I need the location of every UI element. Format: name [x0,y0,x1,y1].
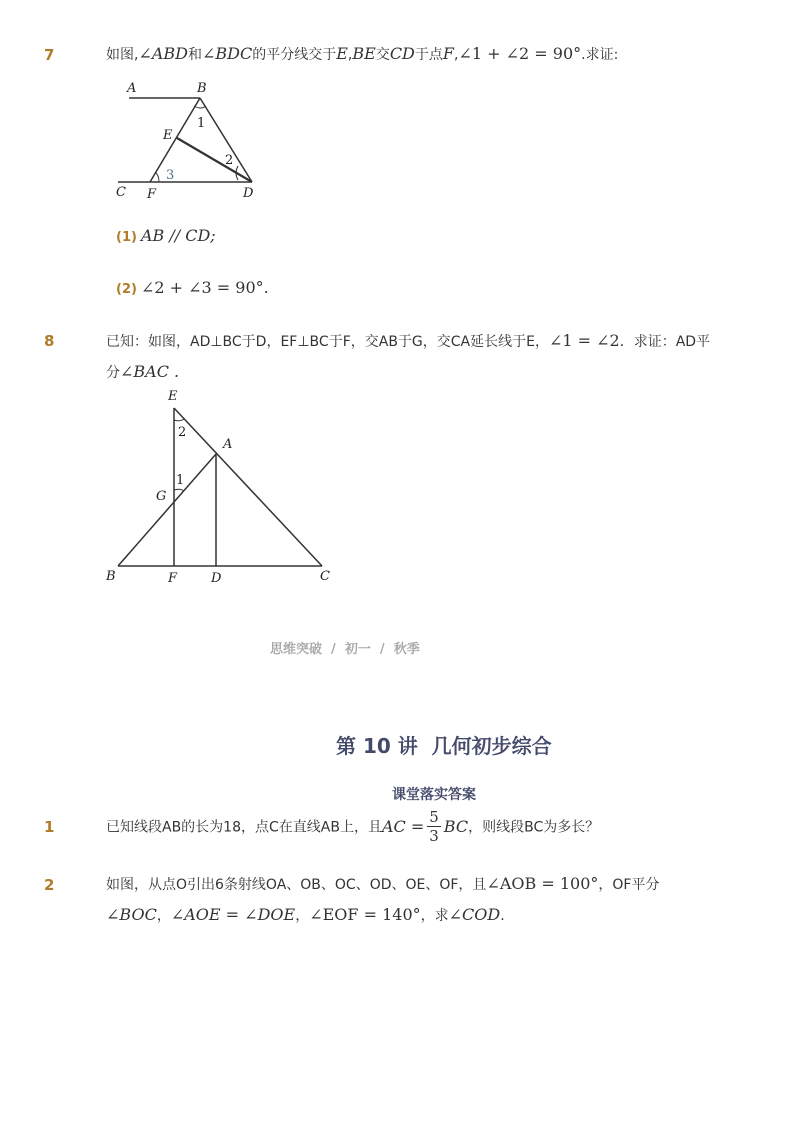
q8-text-3: 分 [106,365,120,381]
a1-text-2: ，则线段BC为多长？ [468,819,600,836]
q7-line-bd [200,98,252,182]
q8-figure [100,384,340,590]
q8-label-angle-1: 1 [176,473,185,488]
a2-statement-line2 [106,905,505,925]
q7-label-f: F [147,187,157,202]
q8-label-c: C [320,569,330,584]
q8-line-ec [174,408,322,566]
a2-condition-4: ∠EOF = 140° [309,905,421,924]
q7-label-a: A [127,81,137,96]
q7-segment-cd: CD [389,44,415,63]
q7-label-b: B [197,81,207,96]
q8-label-e: E [168,389,178,404]
q7-figure [110,76,280,206]
q8-label-f: F [168,571,178,586]
q7-segment-be: BE [352,44,376,63]
q7-angle-bdc: BDC [215,44,253,63]
a2-condition-2: ∠BOC [106,905,157,924]
q7-label-c: C [116,185,126,200]
a1-fraction-numerator: 5 [429,808,439,826]
q8-angle-arc-1 [174,489,184,491]
q7-text-yudian: 于点 [414,47,443,63]
q8-label-a: A [223,437,233,452]
a1-rhs: BC [443,817,469,836]
q7-sub1 [116,226,216,245]
q8-statement-line2 [106,362,179,382]
q8-label-g: G [156,489,167,504]
page-footer: 思维突破 / 初一 / 秋季 [270,642,420,657]
a2-statement-line1 [106,874,659,894]
q7-text-he: 和 [188,47,202,63]
lecture-title: 第 10 讲 几何初步综合 [336,734,552,758]
q7-label-angle-2: 2 [225,153,234,168]
q7-text-2: 的平分线交于 [252,47,337,63]
q7-comma: , [454,47,459,63]
q8-text-2: ．求证：AD平 [619,334,711,350]
a2-target-angle: ∠COD [448,905,501,924]
q8-text: 已知：如图，AD⊥BC于D，EF⊥BC于F，交AB于G，交CA延长线于E， [106,334,549,350]
q8-label-d: D [211,571,222,586]
q8-angle-arc-2 [174,419,184,421]
q7-text-jiao: 交 [375,47,390,63]
q8-statement-line1 [106,331,710,351]
q7-sub1-expr: AB // CD; [140,226,216,245]
q7-point-f: F [442,44,454,63]
q7-sub2-label: (2) [116,282,137,297]
q7-condition: ∠1 + ∠2 = 90° [458,44,582,63]
q7-label-angle-3: 3 [166,168,175,183]
a1-fraction [427,808,441,845]
a2-end: . [500,908,505,924]
question-number-8: 8 [44,332,55,350]
a2-condition-3: ∠AOE = ∠DOE [170,905,296,924]
q8-condition: ∠1 = ∠2 [548,331,620,350]
question-number-7: 7 [44,46,55,64]
q7-sub2 [116,278,269,297]
a2-sep-2: ， [295,908,310,924]
a2-sep-1: ， [156,908,171,924]
a2-text-2: ，OF平分 [598,877,660,893]
q7-line-de [177,138,252,182]
q7-text: 如图, [106,47,139,63]
q7-label-angle-1: 1 [197,116,206,131]
a1-statement [106,808,599,845]
angle-symbol: ∠ [138,44,152,63]
a2-condition-1: ∠AOB = 100° [486,874,599,893]
answer-number-2: 2 [44,876,55,894]
q7-sub1-label: (1) [116,230,137,245]
section-title: 课堂落实答案 [392,787,476,803]
a1-text: 已知线段AB的长为18，点C在直线AB上，且 [106,819,382,836]
a1-fraction-denominator: 3 [429,827,439,845]
q8-line-ab [118,454,216,566]
q7-label-d: D [243,186,254,201]
q7-statement [106,44,618,64]
q7-angle-abd: ABD [151,44,188,63]
q8-target-angle: ∠BAC . [120,362,180,381]
angle-symbol: ∠ [202,44,216,63]
answer-number-1: 1 [44,818,55,836]
q7-text-end: .求证: [581,47,619,63]
q8-label-angle-2: 2 [178,425,187,440]
q7-line-bf [150,98,200,182]
q7-point-e: E [336,44,348,63]
q8-label-b: B [106,569,116,584]
q7-sub2-expr: ∠2 + ∠3 = 90°. [140,278,269,297]
q7-comma: , [347,47,353,63]
a2-text: 如图，从点O引出6条射线OA、OB、OC、OD、OE、OF，且 [106,877,487,893]
a1-lhs: AC = [381,817,425,836]
a2-text-3: ，求 [420,908,449,924]
q7-label-e: E [163,128,173,143]
